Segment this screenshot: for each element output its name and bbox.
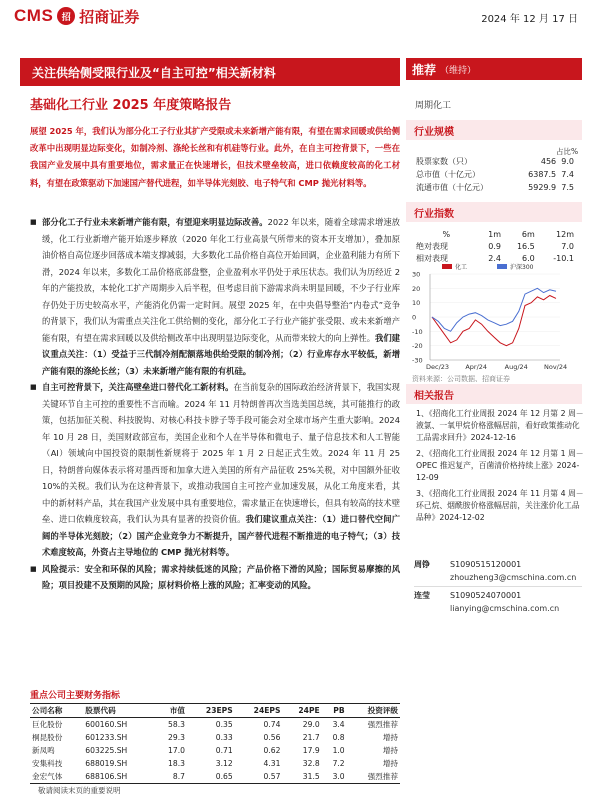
table-header: %	[442, 229, 451, 239]
industry-index-table	[416, 228, 574, 264]
table-row	[30, 744, 400, 757]
table-cell: 0.9	[488, 241, 502, 251]
table-cell: 17.0	[168, 745, 185, 755]
table-row	[30, 757, 400, 770]
table-cell: 18.3	[168, 759, 185, 769]
table-cell: 巨化股份	[32, 719, 63, 729]
y-tick-label: -30	[412, 356, 423, 365]
analyst-row	[414, 589, 582, 602]
financials-table	[30, 703, 400, 784]
table-cell: 7.4	[561, 170, 574, 179]
table-header-row	[30, 704, 400, 718]
performance-chart	[412, 262, 582, 372]
table-row	[30, 770, 400, 783]
y-tick-label: 10	[412, 299, 421, 308]
table-cell: 32.8	[302, 759, 320, 769]
logo-badge: 招	[57, 7, 75, 25]
table-cell: 0.62	[263, 745, 281, 755]
financials-title: 重点公司主要财务指标	[30, 691, 121, 701]
industry-scale-table	[416, 155, 574, 194]
table-header: 24EPS	[235, 704, 283, 718]
table-cell: 增持	[382, 732, 398, 742]
table-cell: 0.8	[332, 732, 345, 742]
title-bar: 关注供给侧受限行业及“自主可控”相关新材料	[20, 58, 400, 86]
table-cell: 601233.SH	[85, 732, 128, 742]
table-header: 市值	[155, 704, 187, 718]
divider	[414, 586, 582, 587]
table-cell: 4.31	[263, 759, 281, 769]
legend-label: 化工	[455, 264, 468, 271]
legend-swatch	[442, 264, 452, 269]
company-logo	[14, 6, 139, 26]
table-cell: 股票家数（只）	[416, 157, 472, 166]
risk-paragraph	[30, 561, 400, 594]
table-row	[30, 718, 400, 731]
table-header: 投资评级	[347, 704, 400, 718]
list-item[interactable]: 1、《招商化工行业周报 2024 年 12 月第 2 周－液氯、一氧甲烷价格涨幅居前，看好政策推动化工品需求回升》2024-12-16	[416, 409, 584, 442]
x-tick-label: Nov/24	[544, 363, 568, 371]
y-tick-label: -20	[412, 342, 423, 351]
table-header: 24PE	[282, 704, 321, 718]
table-header: 23EPS	[187, 704, 235, 718]
analyst-name: 连莹	[414, 591, 430, 600]
y-tick-label: 20	[412, 284, 421, 293]
table-cell: 桐昆股份	[32, 732, 63, 742]
table-header: 1m	[488, 229, 502, 239]
rating-label: 推荐	[412, 62, 437, 77]
table-row	[416, 181, 574, 194]
table-cell: 2.4	[488, 253, 502, 263]
table-cell: 58.3	[168, 719, 185, 729]
table-cell: 7.5	[561, 183, 574, 192]
table-cell: 增持	[382, 759, 398, 769]
table-cell: 3.4	[332, 719, 345, 729]
y-tick-label: 30	[412, 270, 421, 279]
x-tick-label: Dec/23	[426, 363, 450, 371]
analyst-email[interactable]: lianying@cmschina.com.cn	[450, 604, 560, 613]
table-cell: 21.7	[302, 732, 320, 742]
table-cell: 金宏气体	[30, 770, 83, 783]
table-cell: 600160.SH	[85, 719, 128, 729]
industry-index-heading: 行业指数	[406, 202, 582, 222]
report-type: 周期化工	[415, 101, 452, 111]
table-cell: 9.0	[561, 157, 574, 166]
table-header: 公司名称	[30, 704, 83, 718]
legend-label: 沪深300	[510, 264, 534, 271]
y-tick-label: 0	[412, 313, 417, 322]
table-cell: 688019.SH	[85, 759, 128, 769]
table-cell: 增持	[382, 745, 398, 755]
table-cell: 新凤鸣	[32, 745, 55, 755]
table-cell: 0.71	[215, 745, 233, 755]
rating-sub: （维持）	[440, 65, 477, 76]
table-cell: 0.65	[187, 770, 235, 783]
analyst-row	[414, 558, 582, 571]
paragraph-tail: 我们建议重点关注：（1）受益于三代制冷剂配额落地供给受限的制冷剂；（2）行业库存水平较低，新增产能有限的涤纶长丝；（3）未来新增产能有限的有机硅。	[42, 332, 400, 376]
table-cell: 29.3	[168, 732, 185, 742]
scale-unit: 占比%	[556, 147, 579, 156]
table-cell: -10.1	[553, 253, 574, 263]
table-header: 12m	[556, 229, 574, 239]
footer-note: 敬请阅读末页的重要说明	[38, 786, 121, 795]
table-row	[30, 731, 400, 744]
industry-scale-heading: 行业规模	[406, 120, 582, 140]
table-header-row	[416, 228, 574, 240]
table-cell: 0.57	[235, 770, 283, 783]
table-cell: 17.9	[302, 745, 320, 755]
report-date: 2024 年 12 月 17 日	[481, 14, 578, 25]
table-cell: 0.35	[215, 719, 233, 729]
table-cell: 强烈推荐	[367, 719, 398, 729]
body-paragraph-2	[30, 379, 400, 561]
table-cell: 绝对表现	[416, 241, 448, 251]
table-cell: 6.0	[522, 253, 535, 263]
paragraph-text: 在当前复杂的国际政治经济背景下，我国实现关键环节自主可控的重要性不言而喻。2024 年 11 月特朗普再次当选美国总统，其可能推行的政策，包括加征关税、科技脱钩、对核心科技卡脖子等手段可能会对全球市场产生重大影响。2024 年 10 月 28 日，美国财政部宣布，美国企业和个人在半导体和微电子、量子信息技术和人工智能（AI）领域向中国投资的限制性新规将于 2025 年 1 月 2 日起正式生效。2024 年 11 月 25 日，特朗普向媒体表示将对墨西哥和加拿大进入美国的所有产品征收 25%关税，对中国额外征收 10%的关税。我们认为在这种背景下，或推动我国自主可控产业加速发展，从化工角度来看，其中的新材料产品，其在我国产业发展中具有重要地位，需求量正在快速增长，但具有较高的技术壁垒、进口依赖度较高，我们认为具有显著的投资价值。	[42, 382, 400, 524]
analyst-cert: S1090515120001	[450, 560, 522, 569]
table-cell: 3.0	[322, 770, 347, 783]
table-cell: 5929.9	[528, 183, 557, 192]
table-cell: 1.0	[332, 745, 345, 755]
list-item[interactable]: 3、《招商化工行业周报 2024 年 11 月第 4 周－环己烷、烟酰胺价格涨幅居前，关注涨价化工品品种》2024-12-02	[416, 489, 584, 522]
table-cell: 7.2	[332, 759, 345, 769]
chart-source: 资料来源：公司数据、招商证券	[412, 375, 510, 383]
table-cell: 603225.SH	[85, 745, 128, 755]
table-cell: 8.7	[155, 770, 187, 783]
table-cell: 456	[540, 157, 557, 166]
table-header: PB	[322, 704, 347, 718]
paragraph-lead: 自主可控背景下，关注高壁垒进口替代化工新材料。	[42, 382, 234, 392]
table-cell: 安集科技	[32, 759, 63, 769]
table-row	[416, 240, 574, 252]
page-title: 基础化工行业 2025 年度策略报告	[30, 98, 232, 113]
body-paragraph-1	[30, 214, 400, 379]
table-header: 6m	[521, 229, 535, 239]
legend-swatch	[497, 264, 507, 269]
related-reports-list	[416, 408, 584, 528]
logo-cn-text: 招商证券	[79, 7, 140, 26]
related-reports-heading: 相关报告	[406, 384, 582, 404]
logo-cms-text: CMS	[14, 6, 54, 25]
table-header: 股票代码	[83, 704, 154, 718]
analyst-name: 周铮	[414, 560, 430, 569]
list-item[interactable]: 2、《招商化工行业周报 2024 年 12 月第 1 周－OPEC 推迟复产，百菌清价格持续上涨》2024-12-09	[416, 449, 584, 482]
rating-bar	[406, 58, 582, 80]
table-row	[416, 155, 574, 168]
table-cell: 29.0	[302, 719, 320, 729]
y-tick-label: -10	[412, 327, 423, 336]
paragraph-tail: 我们建议重点关注：（1）进口替代空间广阔的半导体光刻胶；（2）国产企业竞争力不断提升，国产替代进程不断推进的电子特气；（3）技术难度较高，外资占主导地位的 CMP 抛光材料等。	[42, 514, 400, 557]
paragraph-lead: 部分化工子行业未来新增产能有限，有望迎来明显边际改善。	[42, 217, 268, 227]
summary-paragraph: 展望 2025 年，我们认为部分化工子行业其扩产受限或未来新增产能有限，有望在需求回暖或供给侧改革中出现明显边际变化，如制冷剂、涤纶长丝和有机硅等行业。此外，在自主可控背景下，一些在我国产业发展中具有重要地位，需求量正在快速增长，但技术壁垒较高，进口依赖度较高的化工材料，有望在政策驱动下加速国产替代进程，如半导体光刻胶、电子特气和 CMP 抛光材料等。	[30, 126, 400, 188]
table-cell: 16.5	[516, 241, 535, 251]
table-cell: 强烈推荐	[347, 770, 400, 783]
table-cell: 31.5	[282, 770, 321, 783]
table-cell: 0.56	[263, 732, 281, 742]
table-cell: 7.0	[561, 241, 574, 251]
analyst-email[interactable]: zhouzheng3@cmschina.com.cn	[450, 573, 577, 582]
table-cell: 688106.SH	[83, 770, 154, 783]
x-tick-label: Aug/24	[504, 363, 528, 371]
analyst-cert: S1090524070001	[450, 591, 522, 600]
paragraph-text: 2022 年以来，随着全球需求增速放缓，化工行业新增产能开始逐步释放（2020 年化工行业高景气所带来的资本开支增加），叠加原油价格自高位逐步回落成本端支撑减弱，大多数化工品价格自高位开始回调，企业盈利能力有所下滑，2024 年以来，多数化工品价格底部盘整，企业盈利水平仍处于承压状态。我们认为历经近 2 年的产能投放，本轮化工扩产周期步入后半程，但考虑目前下游需求尚未明显回暖，不少子行业库存仍处于历史较高水平，产能消化仍需一定时间。展望 2025 年，在中央倡导整治“内卷式”竞争的背景下，我们认为需重点关注化工供给侧的变化，部分化工子行业产能扩张受限、或未来新增产能有限，有望在需求回暖以及供给侧改革中出现明显边际变化，从而带来较大的向上弹性。	[42, 217, 400, 343]
table-cell: 总市值（十亿元）	[416, 170, 480, 179]
paragraph-lead: 风险提示：安全和环保的风险；需求持续低迷的风险；产品价格下滑的风险；国际贸易摩擦的风险；项目投建不及预期的风险；原材料价格上涨的风险；汇率变动的风险。	[42, 563, 400, 590]
table-row	[416, 168, 574, 181]
table-cell: 流通市值（十亿元）	[416, 183, 488, 192]
body-text	[30, 214, 400, 594]
table-cell: 相对表现	[416, 253, 448, 263]
analysts-block	[414, 558, 582, 615]
table-cell: 0.33	[215, 732, 233, 742]
x-tick-label: Apr/24	[465, 363, 488, 371]
table-cell: 0.74	[263, 719, 281, 729]
series-line	[432, 288, 556, 331]
series-line	[432, 296, 556, 346]
table-cell: 3.12	[215, 759, 233, 769]
table-cell: 6387.5	[528, 170, 557, 179]
